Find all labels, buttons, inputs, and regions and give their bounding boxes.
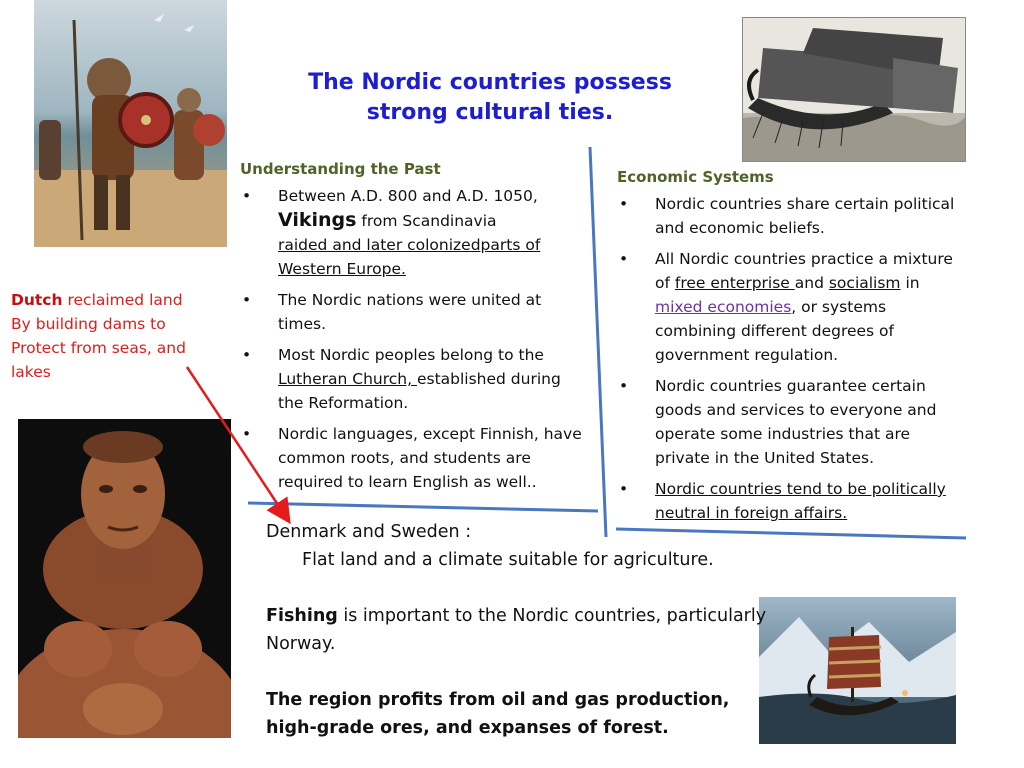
resources-text: The region profits from oil and gas production, high-grade ores, and expanses of forest. <box>266 690 730 738</box>
dutch-term: Dutch <box>11 291 63 309</box>
bottom-section <box>266 518 786 742</box>
dutch-text: reclaimed land <box>62 291 183 309</box>
agriculture-text: Flat land and a climate suitable for agriculture. <box>302 550 714 570</box>
bullet-text: Nordic countries guarantee certain goods and services to everyone and operate some industries that are private in the United States. <box>655 377 937 467</box>
vertical-divider <box>590 147 606 537</box>
bullet-text: in <box>900 274 920 292</box>
economic-header: Economic Systems <box>617 168 774 186</box>
neutral-link[interactable]: Nordic countries tend to be politically neutral in foreign affairs. <box>655 480 946 522</box>
lutheran-church-link[interactable]: Lutheran Church, <box>278 370 417 388</box>
bullet-text: from Scandinavia <box>356 212 497 230</box>
bullet-text: The Nordic nations were united at times. <box>278 291 542 333</box>
colonized-link[interactable]: raided and later colonizedparts of Western Europe. <box>278 236 541 278</box>
fishing-term: Fishing <box>266 606 338 626</box>
denmark-sweden-label: Denmark and Sweden : <box>266 522 472 542</box>
bullet-text: Nordic countries share certain political and economic beliefs. <box>655 195 955 237</box>
understanding-header: Understanding the Past <box>240 160 441 178</box>
left-bottom-divider <box>248 503 598 511</box>
free-enterprise-link[interactable]: free enterprise <box>674 274 795 292</box>
bullet-text: All Nordic countries practice a mixture of <box>655 250 953 292</box>
bullet-text: Nordic languages, except Finnish, have common roots, and students are required to learn English as well.. <box>278 425 582 491</box>
bullet-text: Most Nordic peoples belong to the <box>278 346 544 364</box>
bullet-text: established during the Reformation. <box>278 370 561 412</box>
dutch-text: By building dams to <box>11 315 166 333</box>
fishing-text: is important to the Nordic countries, particularly Norway. <box>266 606 767 654</box>
dutch-text: lakes <box>11 363 51 381</box>
socialism-link[interactable]: socialism <box>828 274 901 292</box>
bullet-text: Between A.D. 800 and A.D. 1050, <box>278 187 538 205</box>
bullet-text: , or systems combining different degrees of government regulation. <box>655 298 894 364</box>
mixed-economies-link[interactable]: mixed economies <box>655 298 792 316</box>
dutch-text: Protect from seas, and <box>11 339 186 357</box>
vikings-term: Vikings <box>278 209 357 231</box>
bullet-text: and <box>794 274 829 292</box>
page-title: The Nordic countries possess strong cultural ties. <box>308 70 672 125</box>
dutch-arrow <box>187 367 288 520</box>
